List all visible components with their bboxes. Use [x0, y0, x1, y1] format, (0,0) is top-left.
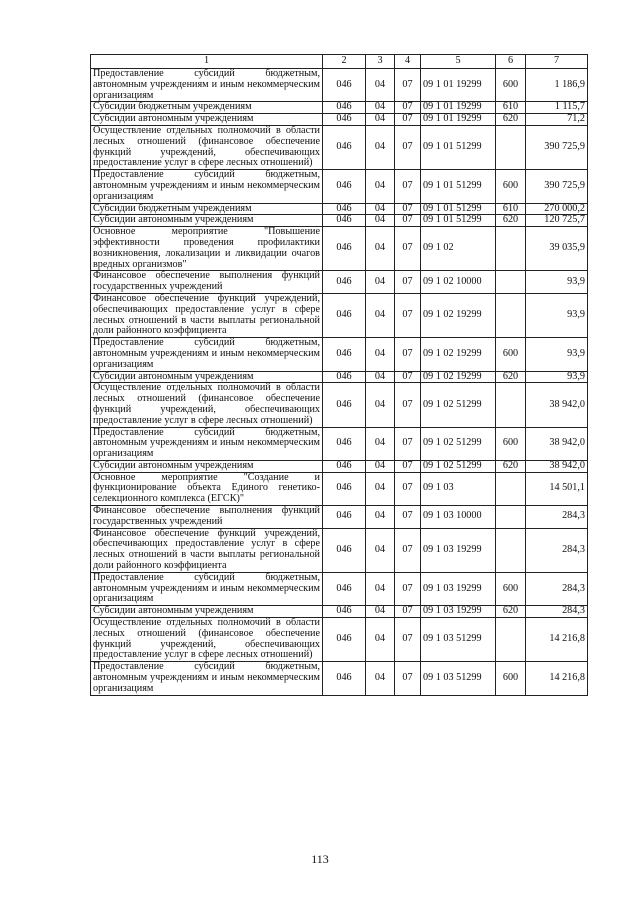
target-article-cell: 09 1 01 19299 — [421, 69, 496, 102]
amount-cell: 284,3 — [526, 606, 588, 618]
expense-type-cell: 620 — [496, 606, 526, 618]
section-code-cell: 04 — [366, 271, 395, 294]
subsection-code-cell: 07 — [395, 293, 421, 337]
target-article-cell: 09 1 03 51299 — [421, 662, 496, 695]
row-name-cell: Осуществление отдельных полномочий в области лесных отношений (финансовое обеспечение функций учреждений, обеспечивающих предоставление услуг в сфере лесных отношений) — [91, 383, 323, 427]
grbs-code-cell: 046 — [323, 125, 366, 169]
subsection-code-cell: 07 — [395, 506, 421, 529]
subsection-code-cell: 07 — [395, 215, 421, 227]
table-row — [91, 618, 588, 662]
section-code-cell: 04 — [366, 460, 395, 472]
subsection-code-cell: 07 — [395, 69, 421, 102]
grbs-code-cell: 046 — [323, 69, 366, 102]
amount-cell: 390 725,9 — [526, 125, 588, 169]
row-name-cell: Предоставление субсидий бюджетным, автономным учреждениям и иным некоммерческим организациям — [91, 662, 323, 695]
target-article-cell: 09 1 02 19299 — [421, 338, 496, 371]
table-row — [91, 338, 588, 371]
grbs-code-cell: 046 — [323, 383, 366, 427]
row-name-cell: Субсидии автономным учреждениям — [91, 114, 323, 126]
table-row — [91, 102, 588, 114]
page-number: 113 — [311, 852, 329, 866]
grbs-code-cell: 046 — [323, 528, 366, 572]
grbs-code-cell: 046 — [323, 572, 366, 605]
subsection-code-cell: 07 — [395, 114, 421, 126]
row-name-cell: Финансовое обеспечение функций учреждений, обеспечивающих предоставление услуг в сфере лесных отношений в части выплаты региональной доли районного коэффициента — [91, 293, 323, 337]
table-row — [91, 170, 588, 203]
target-article-cell: 09 1 02 — [421, 227, 496, 271]
expense-type-cell — [496, 227, 526, 271]
row-name-cell: Субсидии автономным учреждениям — [91, 460, 323, 472]
row-name-cell: Субсидии бюджетным учреждениям — [91, 102, 323, 114]
column-header: 2 — [323, 55, 366, 69]
grbs-code-cell: 046 — [323, 170, 366, 203]
section-code-cell: 04 — [366, 227, 395, 271]
section-code-cell: 04 — [366, 338, 395, 371]
row-name-cell: Предоставление субсидий бюджетным, автономным учреждениям и иным некоммерческим организациям — [91, 572, 323, 605]
expense-type-cell: 600 — [496, 662, 526, 695]
table-row — [91, 427, 588, 460]
expense-type-cell — [496, 293, 526, 337]
expense-type-cell: 600 — [496, 69, 526, 102]
expense-type-cell: 600 — [496, 338, 526, 371]
amount-cell: 71,2 — [526, 114, 588, 126]
amount-cell: 93,9 — [526, 371, 588, 383]
section-code-cell: 04 — [366, 125, 395, 169]
table-row — [91, 293, 588, 337]
amount-cell: 390 725,9 — [526, 170, 588, 203]
section-code-cell: 04 — [366, 293, 395, 337]
subsection-code-cell: 07 — [395, 383, 421, 427]
section-code-cell: 04 — [366, 572, 395, 605]
table-row — [91, 572, 588, 605]
table-row — [91, 371, 588, 383]
grbs-code-cell: 046 — [323, 102, 366, 114]
table-row — [91, 662, 588, 695]
amount-cell: 93,9 — [526, 271, 588, 294]
expense-type-cell: 600 — [496, 572, 526, 605]
row-name-cell: Предоставление субсидий бюджетным, автономным учреждениям и иным некоммерческим организациям — [91, 69, 323, 102]
column-header: 5 — [421, 55, 496, 69]
target-article-cell: 09 1 01 51299 — [421, 170, 496, 203]
amount-cell: 39 035,9 — [526, 227, 588, 271]
target-article-cell: 09 1 03 10000 — [421, 506, 496, 529]
amount-cell: 284,3 — [526, 572, 588, 605]
target-article-cell: 09 1 03 — [421, 472, 496, 505]
subsection-code-cell: 07 — [395, 125, 421, 169]
amount-cell: 284,3 — [526, 528, 588, 572]
subsection-code-cell: 07 — [395, 227, 421, 271]
expense-type-cell: 620 — [496, 460, 526, 472]
grbs-code-cell: 046 — [323, 271, 366, 294]
grbs-code-cell: 046 — [323, 427, 366, 460]
target-article-cell: 09 1 02 10000 — [421, 271, 496, 294]
amount-cell: 93,9 — [526, 338, 588, 371]
table-row — [91, 528, 588, 572]
target-article-cell: 09 1 02 51299 — [421, 460, 496, 472]
row-name-cell: Основное мероприятие "Создание и функционирование объекта Единого генетико-селекционного комплекса (ЕГСК)" — [91, 472, 323, 505]
row-name-cell: Предоставление субсидий бюджетным, автономным учреждениям и иным некоммерческим организациям — [91, 427, 323, 460]
section-code-cell: 04 — [366, 383, 395, 427]
amount-cell: 1 186,9 — [526, 69, 588, 102]
table-row — [91, 271, 588, 294]
expense-type-cell — [496, 125, 526, 169]
amount-cell: 1 115,7 — [526, 102, 588, 114]
target-article-cell: 09 1 02 19299 — [421, 293, 496, 337]
column-header: 4 — [395, 55, 421, 69]
table-row — [91, 227, 588, 271]
section-code-cell: 04 — [366, 371, 395, 383]
table-row — [91, 125, 588, 169]
target-article-cell: 09 1 02 51299 — [421, 427, 496, 460]
subsection-code-cell: 07 — [395, 472, 421, 505]
expense-type-cell — [496, 528, 526, 572]
amount-cell: 120 725,7 — [526, 215, 588, 227]
grbs-code-cell: 046 — [323, 227, 366, 271]
subsection-code-cell: 07 — [395, 572, 421, 605]
subsection-code-cell: 07 — [395, 460, 421, 472]
header-row — [91, 55, 588, 69]
grbs-code-cell: 046 — [323, 472, 366, 505]
section-code-cell: 04 — [366, 528, 395, 572]
expense-type-cell: 600 — [496, 427, 526, 460]
amount-cell: 93,9 — [526, 293, 588, 337]
table-row — [91, 383, 588, 427]
section-code-cell: 04 — [366, 662, 395, 695]
table-row — [91, 606, 588, 618]
subsection-code-cell: 07 — [395, 371, 421, 383]
target-article-cell: 09 1 03 19299 — [421, 528, 496, 572]
row-name-cell: Субсидии автономным учреждениям — [91, 371, 323, 383]
grbs-code-cell: 046 — [323, 293, 366, 337]
table-row — [91, 69, 588, 102]
row-name-cell: Предоставление субсидий бюджетным, автономным учреждениям и иным некоммерческим организациям — [91, 338, 323, 371]
table-row — [91, 114, 588, 126]
section-code-cell: 04 — [366, 114, 395, 126]
section-code-cell: 04 — [366, 472, 395, 505]
subsection-code-cell: 07 — [395, 427, 421, 460]
target-article-cell: 09 1 01 51299 — [421, 125, 496, 169]
table-row — [91, 506, 588, 529]
row-name-cell: Субсидии бюджетным учреждениям — [91, 203, 323, 215]
section-code-cell: 04 — [366, 427, 395, 460]
target-article-cell: 09 1 02 51299 — [421, 383, 496, 427]
section-code-cell: 04 — [366, 606, 395, 618]
amount-cell: 284,3 — [526, 506, 588, 529]
grbs-code-cell: 046 — [323, 114, 366, 126]
subsection-code-cell: 07 — [395, 338, 421, 371]
expense-type-cell — [496, 472, 526, 505]
amount-cell: 38 942,0 — [526, 427, 588, 460]
grbs-code-cell: 046 — [323, 338, 366, 371]
budget-table — [90, 54, 588, 696]
row-name-cell: Осуществление отдельных полномочий в области лесных отношений (финансовое обеспечение функций учреждений, обеспечивающих предоставление услуг в сфере лесных отношений) — [91, 618, 323, 662]
target-article-cell: 09 1 02 19299 — [421, 371, 496, 383]
amount-cell: 38 942,0 — [526, 383, 588, 427]
target-article-cell: 09 1 03 19299 — [421, 606, 496, 618]
grbs-code-cell: 046 — [323, 371, 366, 383]
target-article-cell: 09 1 01 19299 — [421, 102, 496, 114]
amount-cell: 270 000,2 — [526, 203, 588, 215]
section-code-cell: 04 — [366, 102, 395, 114]
grbs-code-cell: 046 — [323, 606, 366, 618]
row-name-cell: Финансовое обеспечение функций учреждений, обеспечивающих предоставление услуг в сфере лесных отношений в части выплаты региональной доли районного коэффициента — [91, 528, 323, 572]
target-article-cell: 09 1 01 51299 — [421, 203, 496, 215]
table-row — [91, 472, 588, 505]
section-code-cell: 04 — [366, 618, 395, 662]
column-header: 3 — [366, 55, 395, 69]
row-name-cell: Финансовое обеспечение выполнения функций государственных учреждений — [91, 506, 323, 529]
grbs-code-cell: 046 — [323, 618, 366, 662]
grbs-code-cell: 046 — [323, 662, 366, 695]
amount-cell: 14 216,8 — [526, 618, 588, 662]
expense-type-cell: 620 — [496, 114, 526, 126]
row-name-cell: Субсидии автономным учреждениям — [91, 606, 323, 618]
subsection-code-cell: 07 — [395, 170, 421, 203]
expense-type-cell: 620 — [496, 215, 526, 227]
table-row — [91, 215, 588, 227]
row-name-cell: Субсидии автономным учреждениям — [91, 215, 323, 227]
target-article-cell: 09 1 03 19299 — [421, 572, 496, 605]
expense-type-cell — [496, 383, 526, 427]
row-name-cell: Осуществление отдельных полномочий в области лесных отношений (финансовое обеспечение функций учреждений, обеспечивающих предоставление услуг в сфере лесных отношений) — [91, 125, 323, 169]
section-code-cell: 04 — [366, 170, 395, 203]
amount-cell: 14 216,8 — [526, 662, 588, 695]
amount-cell: 38 942,0 — [526, 460, 588, 472]
amount-cell: 14 501,1 — [526, 472, 588, 505]
expense-type-cell: 600 — [496, 170, 526, 203]
expense-type-cell: 610 — [496, 102, 526, 114]
target-article-cell: 09 1 01 51299 — [421, 215, 496, 227]
expense-type-cell — [496, 271, 526, 294]
section-code-cell: 04 — [366, 215, 395, 227]
subsection-code-cell: 07 — [395, 618, 421, 662]
grbs-code-cell: 046 — [323, 203, 366, 215]
column-header: 6 — [496, 55, 526, 69]
row-name-cell: Финансовое обеспечение выполнения функций государственных учреждений — [91, 271, 323, 294]
row-name-cell: Предоставление субсидий бюджетным, автономным учреждениям и иным некоммерческим организациям — [91, 170, 323, 203]
table-row — [91, 460, 588, 472]
target-article-cell: 09 1 03 51299 — [421, 618, 496, 662]
expense-type-cell: 610 — [496, 203, 526, 215]
expense-type-cell: 620 — [496, 371, 526, 383]
row-name-cell: Основное мероприятие "Повышение эффективности проведения профилактики возникновения, локализации и ликвидации очагов вредных организмов" — [91, 227, 323, 271]
section-code-cell: 04 — [366, 69, 395, 102]
column-header: 1 — [91, 55, 323, 69]
grbs-code-cell: 046 — [323, 460, 366, 472]
grbs-code-cell: 046 — [323, 215, 366, 227]
target-article-cell: 09 1 01 19299 — [421, 114, 496, 126]
grbs-code-cell: 046 — [323, 506, 366, 529]
column-header: 7 — [526, 55, 588, 69]
expense-type-cell — [496, 506, 526, 529]
section-code-cell: 04 — [366, 506, 395, 529]
table-row — [91, 203, 588, 215]
subsection-code-cell: 07 — [395, 271, 421, 294]
subsection-code-cell: 07 — [395, 662, 421, 695]
subsection-code-cell: 07 — [395, 102, 421, 114]
subsection-code-cell: 07 — [395, 606, 421, 618]
section-code-cell: 04 — [366, 203, 395, 215]
subsection-code-cell: 07 — [395, 203, 421, 215]
expense-type-cell — [496, 618, 526, 662]
subsection-code-cell: 07 — [395, 528, 421, 572]
